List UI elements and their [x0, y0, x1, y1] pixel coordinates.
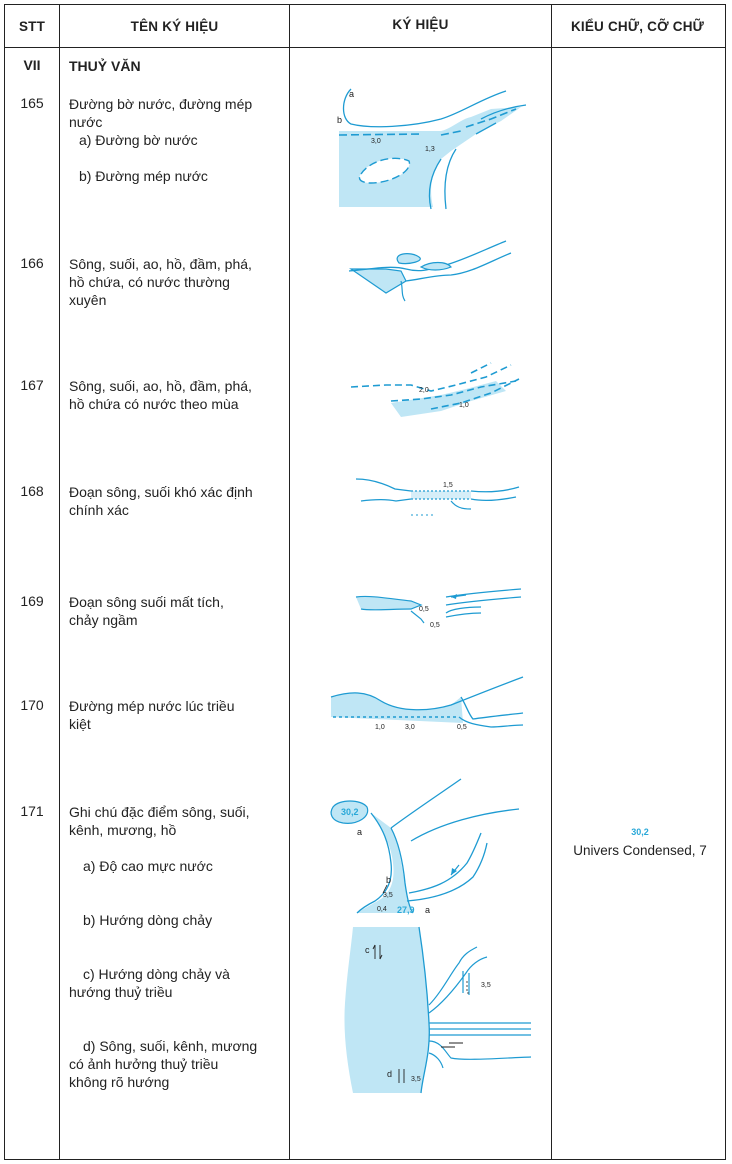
- label-dimension: 3,5: [481, 982, 491, 989]
- name-line: chính xác: [69, 502, 129, 518]
- section-title: THUỶ VĂN: [69, 58, 141, 74]
- name-line: Đoạn sông, suối khó xác định: [69, 484, 253, 500]
- label-water-level: 27,9: [397, 905, 415, 915]
- label-dimension: 0,5: [457, 724, 467, 731]
- name-line: Sông, suối, ao, hồ, đầm, phá,: [69, 378, 252, 394]
- label-dimension: 3,5: [383, 892, 393, 899]
- name-line: kiệt: [69, 716, 91, 732]
- label-c: c: [365, 945, 370, 955]
- font-sample: 30,2: [631, 827, 649, 837]
- name-line: Đường mép nước lúc triều: [69, 698, 235, 714]
- name-line: chảy ngầm: [69, 612, 138, 628]
- label-d: d: [387, 1069, 393, 1079]
- row-stt-171: 171: [20, 803, 44, 819]
- label-a: a: [349, 89, 355, 99]
- row-name-171: [69, 803, 289, 1091]
- row-stt-167: 167: [20, 377, 44, 393]
- symbol-167: [291, 351, 553, 431]
- column-divider: [289, 5, 290, 1159]
- symbol-166: [291, 231, 553, 311]
- label-water-level: 30,2: [341, 807, 359, 817]
- label-dimension: 2,0: [419, 387, 429, 394]
- row-name-167: [69, 377, 289, 413]
- sub-item: b) Hướng dòng chảy: [83, 912, 213, 928]
- name-line: kênh, mương, hồ: [69, 822, 177, 838]
- name-line: Đường bờ nước, đường mép: [69, 96, 253, 112]
- font-name: Univers Condensed, 7: [573, 843, 707, 858]
- section-number: VII: [23, 57, 41, 73]
- label-dimension: 1,5: [443, 482, 453, 489]
- row-name-168: [69, 483, 289, 519]
- name-line: Đoạn sông suối mất tích,: [69, 594, 224, 610]
- header-divider: [5, 47, 725, 48]
- row-stt-165: 165: [20, 95, 44, 111]
- sub-item: không rõ hướng: [69, 1074, 170, 1090]
- row-name-165: [69, 95, 289, 185]
- sub-item: c) Hướng dòng chảy và: [83, 966, 230, 982]
- name-line: nước: [69, 114, 103, 130]
- label-dimension: 1,3: [425, 146, 435, 153]
- symbol-165: [291, 79, 553, 214]
- sub-item: a) Đường bờ nước: [79, 132, 198, 148]
- label-dimension: 3,5: [411, 1076, 421, 1083]
- sub-item: hướng thuỷ triều: [69, 984, 173, 1000]
- sub-item: b) Đường mép nước: [79, 168, 208, 184]
- label-b: b: [386, 875, 392, 885]
- row-name-169: [69, 593, 289, 629]
- name-line: Sông, suối, ao, hồ, đầm, phá,: [69, 256, 252, 272]
- label-dimension: 3,0: [405, 724, 415, 731]
- label-b: b: [337, 115, 343, 125]
- name-line: xuyên: [69, 292, 107, 308]
- row-stt-170: 170: [20, 697, 44, 713]
- header-stt: STT: [18, 18, 46, 34]
- header-font: KIỂU CHỮ, CỠ CHỮ: [570, 18, 705, 34]
- symbol-168: [291, 461, 553, 531]
- row-name-170: [69, 697, 289, 733]
- sub-item: a) Độ cao mực nước: [83, 858, 213, 874]
- row-stt-168: 168: [20, 483, 44, 499]
- symbol-171: [291, 773, 553, 1103]
- symbol-table: [4, 4, 726, 1160]
- label-dimension: 0,5: [430, 622, 440, 629]
- column-divider: [59, 5, 60, 1159]
- symbol-169: [291, 575, 553, 635]
- name-line: Ghi chú đặc điểm sông, suối,: [69, 804, 250, 820]
- font-style-note: [554, 827, 726, 858]
- label-dimension: 3,0: [371, 138, 381, 145]
- label-a: a: [425, 905, 431, 915]
- header-symbol: KÝ HIỆU: [392, 17, 449, 32]
- header-name: TÊN KÝ HIỆU: [130, 18, 219, 34]
- row-name-166: [69, 255, 289, 309]
- row-stt-169: 169: [20, 593, 44, 609]
- label-dimension: 1,0: [375, 724, 385, 731]
- sub-item: có ảnh hưởng thuỷ triều: [69, 1056, 219, 1072]
- label-dimension: 1,0: [459, 402, 469, 409]
- row-stt-166: 166: [20, 255, 44, 271]
- name-line: hồ chứa có nước theo mùa: [69, 396, 239, 412]
- label-dimension: 0,5: [419, 606, 429, 613]
- label-a: a: [357, 827, 363, 837]
- label-dimension: 0,4: [377, 906, 387, 913]
- symbol-170: [291, 667, 553, 739]
- sub-item: d) Sông, suối, kênh, mương: [83, 1038, 258, 1054]
- name-line: hồ chứa, có nước thường: [69, 274, 230, 290]
